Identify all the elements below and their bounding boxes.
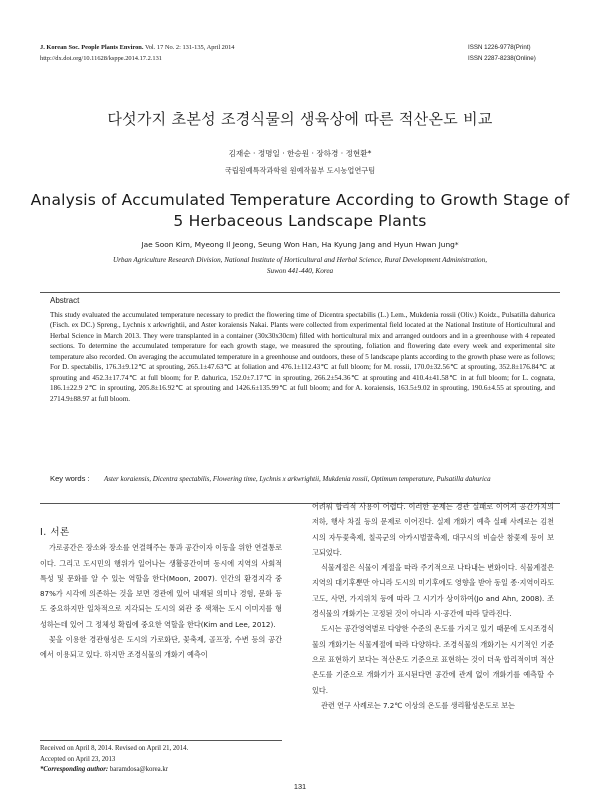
english-authors: Jae Soon Kim, Myeong Il Jeong, Seung Won Han, Ha Kyung Jang and Hyun Hwan Jung* xyxy=(141,240,459,249)
english-affiliation-line2: Suwon 441-440, Korea xyxy=(266,267,334,275)
korean-authors: 김재순 · 정명일 · 한승원 · 장하경 · 정현환* xyxy=(228,149,372,158)
abstract-heading: Abstract xyxy=(50,296,80,305)
english-title-line1: Analysis of Accumulated Temperature According to Growth Stage of xyxy=(30,191,570,209)
english-affiliation-line1: Urban Agriculture Research Division, National Institute of Horticultural and Herbal Science, Rural Development Administration, xyxy=(112,256,488,264)
issn-print: ISSN 1226-9778(Print) xyxy=(468,44,531,51)
left-column xyxy=(40,525,282,663)
abstract-text: This study evaluated the accumulated temperature necessary to predict the flowering time of Dicentra spectabilis (L.) Lem., Mukdenia rossii (Oliv.) Koidz., Pulsatilla dahurica (Fisch. ex DC.) Spreng., Lychnis x arkwrightii, and Aster koraiensis Nakai. Plants were collected from experimental field located at the National Institute of Horticultural and Herbal Science in March 2013. They were transplanted in a container (30x30x30cm) filled with horticultural mix and arranged outdoors and in a greenhouse with 4 repeated sections. To determine the accumulated temperature for each growth stage, we measured the sprouting, foliation and flowering date every week and experimental site temperature also recorded. On averaging the accumulated temperature in a greenhouse and outdoors, these of 5 landscape plants according to the growth phase were as follows; For D. spectabilis, 176.3±9.12℃ at sprouting, 265.1±47.63℃ at foliation and 476.1±112.43℃ at full bloom; for M. rossii, 170.0±32.56℃ at sprouting, 352.8±176.84℃ at sprouting and 452.3±17.74℃ at full bloom; for P. dahurica, 152.0±7.17℃ in sprouting, 266.2±54.36℃ at sprouting and 410.4±41.58℃ in at full bloom; for L. cognata, 186.1±22.9 2℃ in sprouting, 205.8±16.92℃ at sprouting and 1426.6±135.99℃ at full bloom; and for A. koraiensis, 163.5±9.02 in sprouting, 190.6±4.55 at sprouting, and 2714.9±88.97 at full bloom. xyxy=(50,311,555,403)
english-title-line2: 5 Herbaceous Landscape Plants xyxy=(173,212,427,230)
accepted-date: Accepted on April 23, 2013 xyxy=(40,755,116,763)
footnotes xyxy=(40,744,290,776)
received-date: Received on April 8, 2014. Revised on April 21, 2014. xyxy=(40,745,189,752)
author-email[interactable]: baramdosa@korea.kr xyxy=(109,766,169,774)
footnote-rule xyxy=(40,740,282,741)
body-paragraph: 어려워 합리적 사용이 어렵다. 이러한 문제는 경관 실패로 이어져 공간가치의 저하, 행사 차질 등의 문제로 이어진다. 실제 개화기 예측 실패 사례로는 김천시의 자두꽃축제, 칠곡군의 아카시벌꿀축제, 대구시의 비슬산 참꽃제 등이 보고되었다. xyxy=(312,502,554,557)
english-title xyxy=(0,190,600,232)
section-heading-introduction: Ⅰ. 서론 xyxy=(40,527,70,538)
body-paragraph: 꽃을 이용한 경관형성은 도시의 가로화단, 꽃축제, 골프장, 수변 등의 공간에서 이용되고 있다. 하지만 조경식물의 개화기 예측이 xyxy=(40,635,282,660)
issn-block xyxy=(468,42,536,64)
korean-affiliation: 국립원예특작과학원 원예작물부 도시농업연구팀 xyxy=(224,166,376,175)
korean-title: 다섯가지 초본성 조경식물의 생육상에 따른 적산온도 비교 xyxy=(107,110,493,128)
keywords-label: Key words : xyxy=(50,474,90,483)
body-paragraph: 관련 연구 사례로는 7.2℃ 이상의 온도를 생리활성온도로 보는 xyxy=(321,700,515,710)
body-paragraph: 도시는 공간영역별로 다양한 수준의 온도를 가지고 있기 때문에 도시조경식물의 개화기는 식물계절에 따라 다양하다. 조경식물의 개화기는 시기적인 기준으로 표현하기 보다는 적산온도 기준으로 표현하는 것이 더욱 합리적이며 적산온도를 기준으로 개화기가 표시된다면 공간에 관계 없이 개화기를 예측할 수 있다. xyxy=(312,624,554,695)
corresponding-author-label: *Corresponding author: xyxy=(40,766,109,774)
body-paragraph: 가로공간은 장소와 장소를 연결해주는 통과 공간이자 이동을 위한 연결통로이다. 그리고 도시민의 행위가 일어나는 생활공간이며 동시에 지역의 사회적 특성 및 문화를 알 수 있는 역할을 한다(Moon, 2007). 인간의 환경지각 중 87%가 시각에 의존하는 것을 보면 경관에 있어 내재된 의미나 경험, 문화 등도 중요하지만 일차적으로 지각되는 도시의 외관 중 색채는 도시 이미지를 형성하는데 있어 그 정체성 확립에 중요한 역할을 한다(Kim and Lee, 2012). xyxy=(40,543,282,629)
english-affiliation xyxy=(55,255,545,277)
journal-header xyxy=(40,42,234,64)
page-number: 131 xyxy=(293,782,307,791)
abstract-top-rule xyxy=(40,292,560,293)
keywords-text: Aster koraiensis, Dicentra spectabilis, Flowering time, Lychnis x arkwrightii, Mukdenia rossii, Optimum temperature, Pulsatilla dahurica xyxy=(104,475,491,483)
volume-issue: Vol. 17 No. 2: 131-135, April 2014 xyxy=(144,44,235,51)
issn-online: ISSN 2287-8238(Online) xyxy=(468,55,536,62)
body-paragraph: 식물계절은 식물이 계절을 따라 주기적으로 나타내는 변화이다. 식물계절은 지역의 대기후뿐만 아니라 도시의 미기후에도 영향을 받아 동일 종·지역이라도 고도, 사면, 가지위치 등에 따라 그 시기가 상이하여(Jo and Ahn, 2008). 조경식물의 개화기는 고정된 것이 아니라 시·공간에 따라 달라진다. xyxy=(312,563,554,619)
doi-link[interactable]: http://dx.doi.org/10.11628/ksppe.2014.17.2.131 xyxy=(40,55,162,62)
right-column xyxy=(312,499,554,713)
journal-ref: J. Korean Soc. People Plants Environ. xyxy=(40,44,144,51)
